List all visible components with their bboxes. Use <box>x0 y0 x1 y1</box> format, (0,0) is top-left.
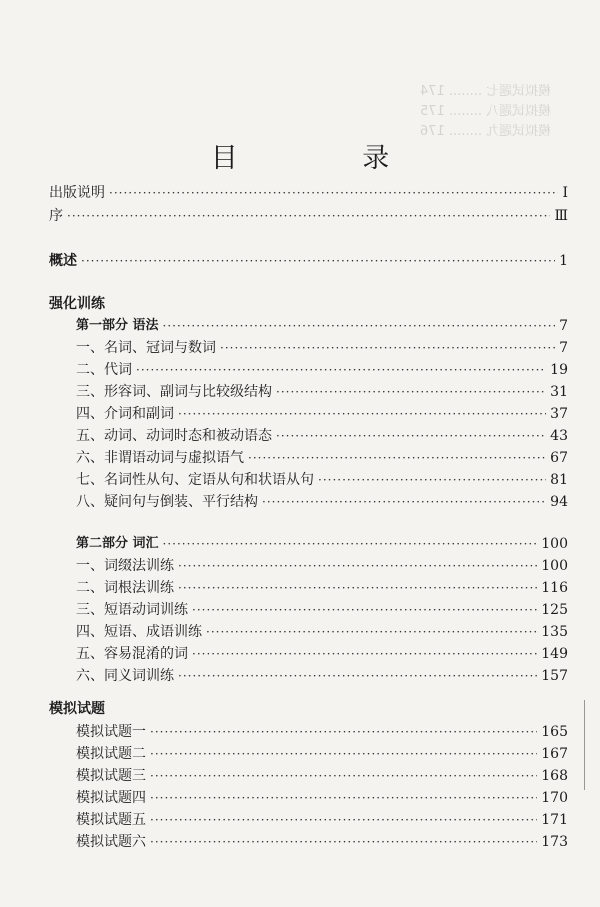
toc-entry-label: 四、短语、成语训练 <box>76 624 202 640</box>
leader-dots <box>276 382 546 402</box>
toc-entry[interactable] <box>76 556 568 576</box>
toc-entry-page: 7 <box>559 340 568 356</box>
leader-dots <box>262 492 546 512</box>
toc-entry-page: 167 <box>541 746 568 762</box>
leader-dots <box>178 404 546 424</box>
toc-entry-label: 二、词根法训练 <box>76 580 174 596</box>
toc-entry-label: 模拟试题二 <box>76 746 146 762</box>
toc-entry-page: 168 <box>541 768 568 784</box>
toc-entry[interactable] <box>76 382 568 402</box>
toc-entry-label: 第一部分 语法 <box>76 318 159 333</box>
toc-entry-page: 171 <box>541 812 568 828</box>
toc-entry-label: 五、动词、动词时态和被动语态 <box>76 428 272 444</box>
leader-dots <box>150 788 537 808</box>
toc-entry[interactable] <box>76 600 568 620</box>
bleed-through-text: 模拟试题八 ........ 175 <box>420 104 552 119</box>
leader-dots <box>150 766 537 786</box>
toc-entry[interactable] <box>76 766 568 786</box>
leader-dots <box>318 470 546 490</box>
toc-entry-page: Ⅰ <box>562 185 568 201</box>
leader-dots <box>150 744 537 764</box>
toc-entry-page: 173 <box>541 834 568 850</box>
bleed-through-text: 模拟试题九 ........ 176 <box>420 124 552 139</box>
toc-entry[interactable] <box>76 578 568 598</box>
toc-entry-page: 94 <box>550 494 568 510</box>
leader-dots <box>81 251 555 271</box>
toc-entry-page: 43 <box>550 428 568 444</box>
toc-part-entry[interactable] <box>76 534 568 554</box>
leader-dots <box>67 206 550 226</box>
toc-entry[interactable] <box>76 448 568 468</box>
toc-entry-page: 170 <box>541 790 568 806</box>
toc-entry[interactable] <box>49 206 568 226</box>
leader-dots <box>276 426 546 446</box>
toc-part-entry[interactable] <box>76 316 568 336</box>
toc-entry[interactable] <box>76 832 568 852</box>
toc-entry[interactable] <box>76 404 568 424</box>
leader-dots <box>192 600 537 620</box>
toc-entry[interactable] <box>76 338 568 358</box>
toc-entry-label: 模拟试题三 <box>76 768 146 784</box>
toc-entry[interactable] <box>76 622 568 642</box>
toc-entry[interactable] <box>76 644 568 664</box>
page-title: 目 录 <box>210 143 448 175</box>
toc-entry-label: 第二部分 词汇 <box>76 536 159 551</box>
leader-dots <box>163 316 556 336</box>
leader-dots <box>178 666 537 686</box>
toc-entry-label: 六、同义词训练 <box>76 668 174 684</box>
toc-entry-label: 五、容易混淆的词 <box>76 646 188 662</box>
leader-dots <box>150 810 537 830</box>
toc-entry[interactable] <box>76 788 568 808</box>
toc-entry-label: 序 <box>49 208 63 224</box>
leader-dots <box>163 534 538 554</box>
toc-entry-label: 一、名词、冠词与数词 <box>76 340 216 356</box>
toc-entry-label: 模拟试题一 <box>76 724 146 740</box>
leader-dots <box>109 183 558 203</box>
leader-dots <box>178 578 537 598</box>
toc-entry-label: 六、非谓语动词与虚拟语气 <box>76 450 244 466</box>
toc-entry-page: 125 <box>541 602 568 618</box>
toc-entry-label: 一、词缀法训练 <box>76 558 174 574</box>
toc-entry-label: 三、短语动词训练 <box>76 602 188 618</box>
toc-entry[interactable] <box>76 492 568 512</box>
toc-entry-label: 模拟试题五 <box>76 812 146 828</box>
toc-entry-page: 67 <box>550 450 568 466</box>
toc-entry[interactable] <box>76 360 568 380</box>
toc-entry-label: 八、疑问句与倒装、平行结构 <box>76 494 258 510</box>
toc-entry-page: 7 <box>559 318 568 334</box>
toc-entry-page: 157 <box>541 668 568 684</box>
toc-entry[interactable] <box>76 470 568 490</box>
leader-dots <box>192 644 537 664</box>
toc-entry-label: 出版说明 <box>49 185 105 201</box>
toc-entry-label: 概述 <box>49 253 77 269</box>
toc-entry-label: 四、介词和副词 <box>76 406 174 422</box>
toc-entry[interactable] <box>76 810 568 830</box>
toc-entry-page: 81 <box>550 472 568 488</box>
toc-entry-page: Ⅲ <box>554 208 568 224</box>
toc-entry-page: 31 <box>550 384 568 400</box>
toc-entry-page: 100 <box>541 536 568 552</box>
leader-dots <box>248 448 546 468</box>
section-heading: 强化训练 <box>49 296 105 312</box>
leader-dots <box>136 360 546 380</box>
toc-entry-label: 模拟试题六 <box>76 834 146 850</box>
toc-entry-page: 100 <box>541 558 568 574</box>
bleed-through-text: 模拟试题七 ........ 174 <box>420 84 552 99</box>
toc-entry[interactable] <box>76 666 568 686</box>
toc-entry-page: 116 <box>541 580 568 596</box>
toc-entry[interactable] <box>49 251 568 271</box>
toc-entry-label: 模拟试题四 <box>76 790 146 806</box>
toc-entry-page: 149 <box>541 646 568 662</box>
toc-entry-page: 165 <box>541 724 568 740</box>
toc-entry-page: 37 <box>550 406 568 422</box>
toc-entry-page: 1 <box>559 253 568 269</box>
toc-entry-page: 135 <box>541 624 568 640</box>
toc-entry-label: 三、形容词、副词与比较级结构 <box>76 384 272 400</box>
leader-dots <box>206 622 537 642</box>
page-edge-mark <box>584 700 585 790</box>
leader-dots <box>150 832 537 852</box>
leader-dots <box>220 338 555 358</box>
toc-entry[interactable] <box>76 722 568 742</box>
toc-entry-label: 二、代词 <box>76 362 132 378</box>
section-heading: 模拟试题 <box>49 701 105 717</box>
leader-dots <box>178 556 537 576</box>
toc-entry[interactable] <box>76 426 568 446</box>
toc-entry-page: 19 <box>550 362 568 378</box>
toc-entry[interactable] <box>49 183 568 203</box>
toc-entry-label: 七、名词性从句、定语从句和状语从句 <box>76 472 314 488</box>
leader-dots <box>150 722 537 742</box>
toc-entry[interactable] <box>76 744 568 764</box>
